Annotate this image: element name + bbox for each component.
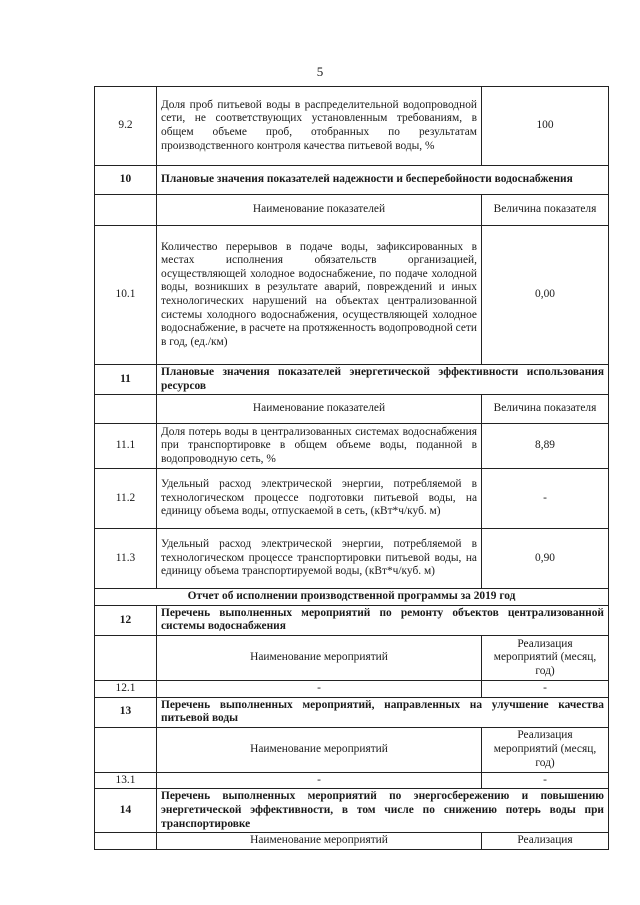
indicator-description: Доля потерь воды в централизованных системах водоснабжения при транспортировке в общем объеме воды, поданной в водопроводную сеть, % [157,424,482,469]
page-number: 5 [316,64,324,79]
section-number: 11 [95,365,157,395]
report-title-row [95,589,609,606]
section-number: 14 [95,789,157,833]
indicator-value: - [482,469,609,529]
section-row [95,697,609,727]
column-header-name: Наименование показателей [157,195,482,226]
table-row [95,772,609,789]
production-program-table [94,86,609,850]
indicator-description: Количество перерывов в подаче воды, зафиксированных в местах исполнения обязательств организацией, осуществляющей холодное водоснабжение, по подаче холодной воды, возникших в результате аварий, повреждений и иных технологических нарушений на объектах централизованной системы холодного водоснабжения, осуществляющей холодное водоснабжение, в расчете на протяженность водопроводной сети в год, (ед./км) [157,226,482,365]
indicator-value: 0,90 [482,529,609,589]
row-number: 11.3 [95,529,157,589]
column-header-value: Величина показателя [482,195,609,226]
row-number: 13.1 [95,772,157,789]
activity-name: - [157,680,482,697]
section-number: 13 [95,697,157,727]
table-row [95,529,609,589]
row-number: 9.2 [95,87,157,166]
column-header-row [95,833,609,850]
section-title: Перечень выполненных мероприятий, направленных на улучшение качества питьевой воды [157,697,609,727]
section-row [95,166,609,195]
activity-name: - [157,772,482,789]
section-row [95,789,609,833]
section-number: 12 [95,605,157,635]
row-number: 12.1 [95,680,157,697]
column-header-name: Наименование мероприятий [157,635,482,680]
section-title: Плановые значения показателей надежности и бесперебойности водоснабжения [157,166,609,195]
table-row [95,424,609,469]
section-row [95,365,609,395]
section-title: Плановые значения показателей энергетической эффективности использования ресурсов [157,365,609,395]
indicator-value: 8,89 [482,424,609,469]
table-row [95,87,609,166]
column-header-value: Реализация мероприятий (месяц, год) [482,727,609,772]
row-number: 11.2 [95,469,157,529]
activity-date: - [482,772,609,789]
column-header-row [95,395,609,424]
section-number: 10 [95,166,157,195]
column-header-value: Реализация мероприятий (месяц, год) [482,635,609,680]
column-header-name: Наименование показателей [157,395,482,424]
indicator-description: Удельный расход электрической энергии, потребляемой в технологическом процессе подготовки питьевой воды, на единицу объема воды, отпускаемой в сеть, (кВт*ч/куб. м) [157,469,482,529]
column-header-row [95,727,609,772]
section-title: Перечень выполненных мероприятий по ремонту объектов централизованной системы водоснабжения [157,605,609,635]
indicator-value: 100 [482,87,609,166]
column-header-row [95,195,609,226]
row-number: 11.1 [95,424,157,469]
column-header-name: Наименование мероприятий [157,727,482,772]
indicator-value: 0,00 [482,226,609,365]
report-title: Отчет об исполнении производственной программы за 2019 год [95,589,609,606]
column-header-value: Реализация [482,833,609,850]
column-header-name: Наименование мероприятий [157,833,482,850]
table-row [95,226,609,365]
column-header-value: Величина показателя [482,395,609,424]
row-number: 10.1 [95,226,157,365]
table-row [95,680,609,697]
table-row [95,469,609,529]
section-row [95,605,609,635]
section-title: Перечень выполненных мероприятий по энергосбережению и повышению энергетической эффективности, в том числе по снижению потерь воды при транспортировке [157,789,609,833]
indicator-description: Доля проб питьевой воды в распределительной водопроводной сети, не соответствующих установленным требованиям, в общем объеме проб, отобранных по результатам производственного контроля качества питьевой воды, % [157,87,482,166]
activity-date: - [482,680,609,697]
indicator-description: Удельный расход электрической энергии, потребляемой в технологическом процессе транспортировки питьевой воды, на единицу объема транспортируемой воды, (кВт*ч/куб. м) [157,529,482,589]
column-header-row [95,635,609,680]
